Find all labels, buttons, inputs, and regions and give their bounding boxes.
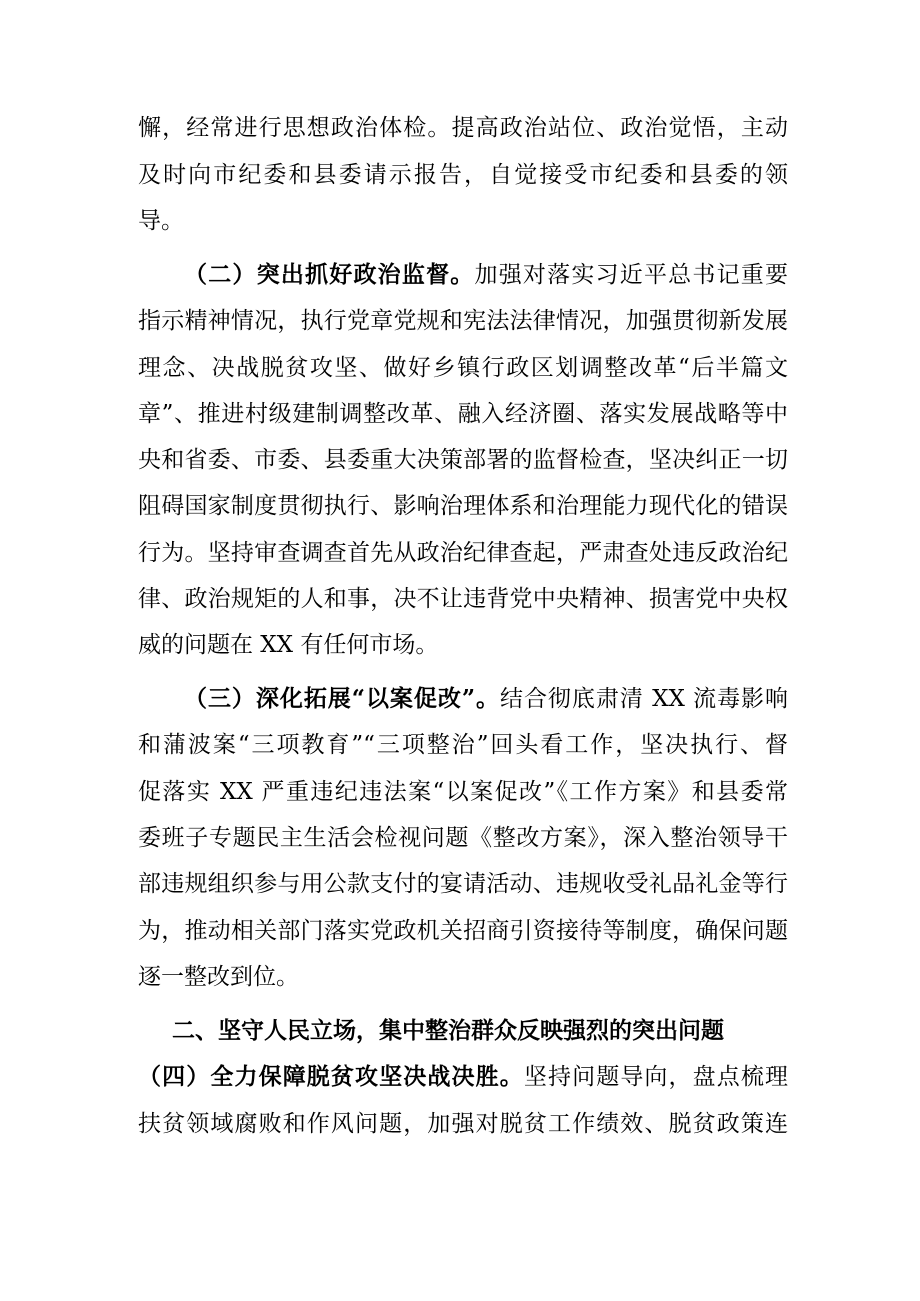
text-line: 促落实 XX 严重违纪违法案“以案促改”《工作方案》和县委常 xyxy=(138,779,788,805)
text-line: 为，推动相关部门落实党政机关招商引资接待等制度，确保问题 xyxy=(138,918,788,944)
text-line: 和蒲波案“三项教育”“三项整治”回头看工作，坚决执行、督 xyxy=(138,732,788,758)
paragraph-text: 加强对落实习近平总书记重要 xyxy=(474,262,789,288)
text-line: 理念、决战脱贫攻坚、做好乡镇行政区划调整改革“后半篇文 xyxy=(138,355,788,381)
paragraph-first-line xyxy=(184,260,788,290)
text-line: 章”、推进村级建制调整改革、融入经济圈、落实发展战略等中 xyxy=(138,401,788,427)
paragraph-heading: （三）深化拓展“以案促改”。 xyxy=(184,685,500,712)
text-line: 行为。坚持审查调查首先从政治纪律查起，严肃查处违反政治纪 xyxy=(138,540,788,566)
paragraph-first-line xyxy=(184,684,788,714)
text-line: 逐一整改到位。 xyxy=(138,964,299,990)
text-line: 导。 xyxy=(138,208,184,234)
text-line: 阻碍国家制度贯彻执行、影响治理体系和治理能力现代化的错误 xyxy=(138,493,788,519)
text-line: 扶贫领域腐败和作风问题，加强对脱贫工作绩效、脱贫政策连 xyxy=(138,1111,788,1137)
text-line: 懈，经常进行思想政治体检。提高政治站位、政治觉悟，主动 xyxy=(138,115,788,141)
text-line: 指示精神情况，执行党章党规和宪法法律情况，加强贯彻新发展 xyxy=(138,308,788,334)
text-line: 威的问题在 XX 有任何市场。 xyxy=(138,632,439,658)
text-line: 及时向市纪委和县委请示报告，自觉接受市纪委和县委的领 xyxy=(138,162,788,188)
text-line: 委班子专题民主生活会检视问题《整改方案》，深入整治领导干 xyxy=(138,825,788,851)
text-line: 部违规组织参与用公款支付的宴请活动、违规收受礼品礼金等行 xyxy=(138,871,788,897)
text-line: 央和省委、市委、县委重大决策部署的监督检查，坚决纠正一切 xyxy=(138,447,788,473)
paragraph-heading: （四）全力保障脱贫攻坚决战决胜。 xyxy=(138,1063,524,1090)
paragraph-text: 结合彻底肃清 XX 流毒影响 xyxy=(500,686,788,712)
text-line: 律、政治规矩的人和事，决不让违背党中央精神、损害党中央权 xyxy=(138,586,788,612)
paragraph-first-line xyxy=(138,1062,788,1092)
paragraph-text: 坚持问题导向，盘点梳理 xyxy=(523,1064,789,1090)
section-heading: 二、坚守人民立场，集中整治群众反映强烈的突出问题 xyxy=(172,1017,724,1044)
paragraph-heading: （二）突出抓好政治监督。 xyxy=(184,261,475,288)
